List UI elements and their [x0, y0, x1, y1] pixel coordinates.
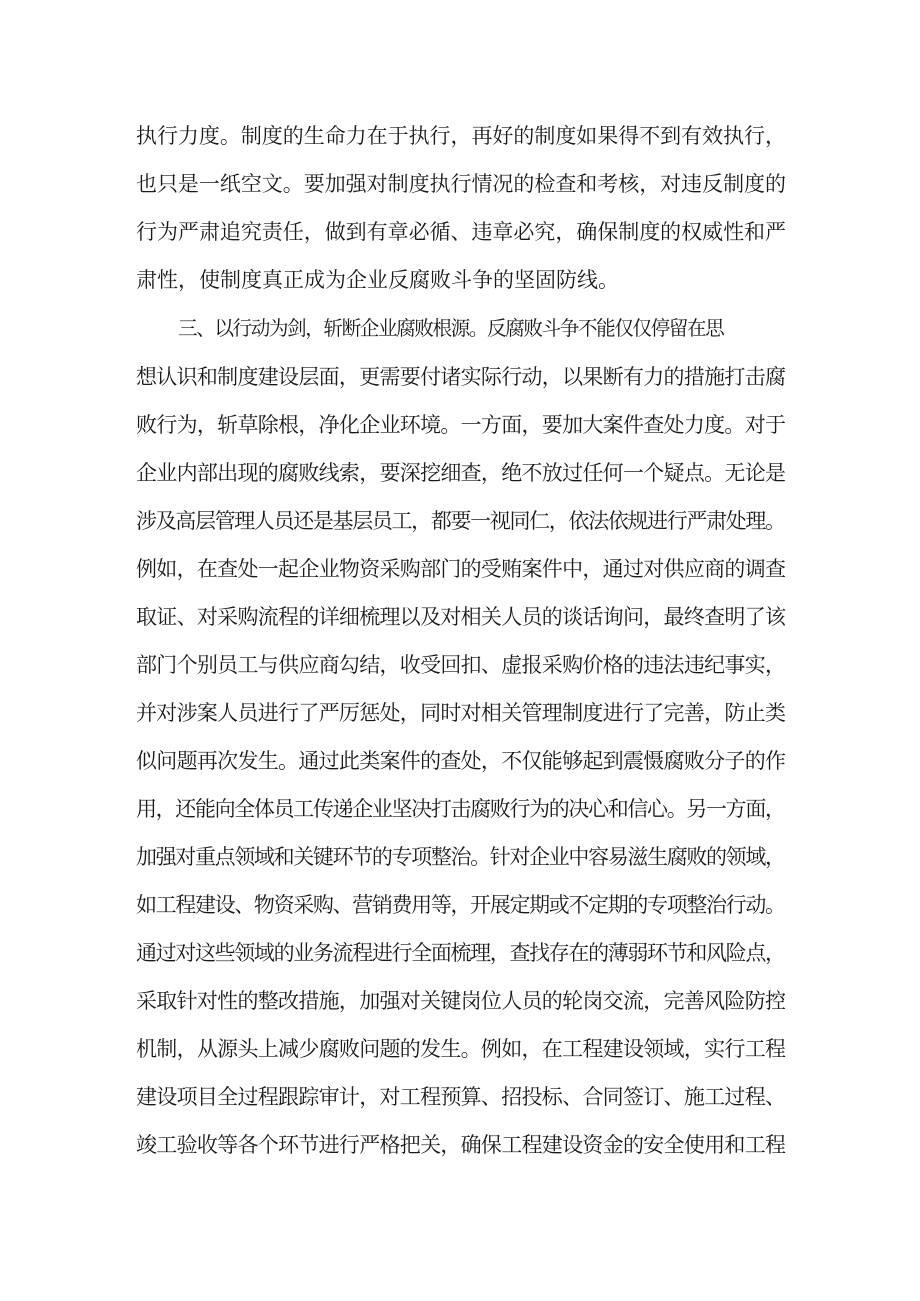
text-line: 肃性，使制度真正成为企业反腐败斗争的坚固防线。: [136, 268, 619, 292]
text-line: 采取针对性的整改措施，加强对关键岗位人员的轮岗交流，完善风险防控: [136, 989, 786, 1013]
text-line: 执行力度。制度的生命力在于执行，再好的制度如果得不到有效执行，: [136, 124, 786, 148]
text-line: 也只是一纸空文。要加强对制度执行情况的检查和考核，对违反制度的: [136, 172, 786, 196]
text-line: 行为严肃追究责任，做到有章必循、违章必究，确保制度的权威性和严: [136, 220, 786, 244]
text-line: 机制，从源头上减少腐败问题的发生。例如，在工程建设领域，实行工程: [136, 1037, 786, 1061]
text-line: 三、以行动为剑，斩断企业腐败根源。反腐败斗争不能仅仅停留在思: [178, 317, 724, 340]
text-line: 败行为，斩草除根，净化企业环境。一方面，要加大案件查处力度。对于: [136, 413, 786, 437]
text-line: 建设项目全过程跟踪审计，对工程预算、招投标、合同签订、施工过程、: [136, 1085, 786, 1109]
text-line: 似问题再次发生。通过此类案件的查处，不仅能够起到震慑腐败分子的作: [136, 749, 786, 773]
text-line: 取证、对采购流程的详细梳理以及对相关人员的谈话询问，最终查明了该: [136, 605, 786, 629]
text-line: 用，还能向全体员工传递企业坚决打击腐败行为的决心和信心。另一方面，: [136, 797, 785, 821]
text-line: 如工程建设、物资采购、营销费用等，开展定期或不定期的专项整治行动。: [136, 893, 785, 917]
text-line: 竣工验收等各个环节进行严格把关，确保工程建设资金的安全使用和工程: [136, 1133, 786, 1157]
text-line: 并对涉案人员进行了严厉惩处，同时对相关管理制度进行了完善，防止类: [136, 701, 786, 725]
text-line: 通过对这些领域的业务流程进行全面梳理，查找存在的薄弱环节和风险点，: [136, 941, 785, 965]
text-line: 企业内部出现的腐败线索，要深挖细查，绝不放过任何一个疑点。无论是: [136, 461, 786, 485]
text-line: 部门个别员工与供应商勾结，收受回扣、虚报采购价格的违法违纪事实，: [136, 653, 786, 677]
text-line: 涉及高层管理人员还是基层员工，都要一视同仁，依法依规进行严肃处理。: [136, 509, 785, 533]
text-line: 想认识和制度建设层面，更需要付诸实际行动，以果断有力的措施打击腐: [136, 365, 786, 389]
text-line: 例如，在查处一起企业物资采购部门的受贿案件中，通过对供应商的调查: [136, 557, 786, 581]
text-line: 加强对重点领域和关键环节的专项整治。针对企业中容易滋生腐败的领域，: [136, 845, 785, 869]
